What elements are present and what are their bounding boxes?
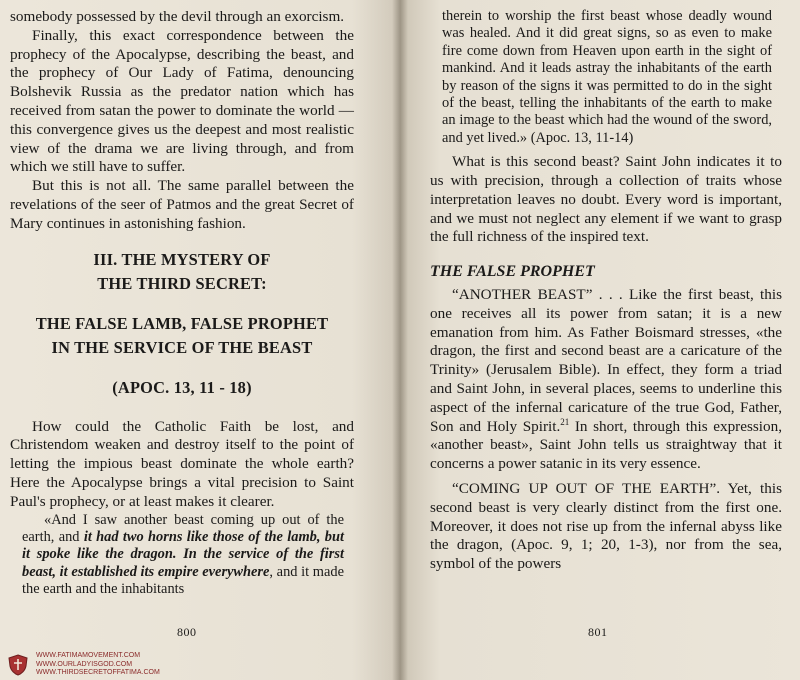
subheading-false-prophet: THE FALSE PROPHET (430, 263, 595, 281)
scripture-quote-continued: therein to worship the first beast whose deadly wound was healed. And it did great signs, so as even to make fire come down from Heaven upon earth in the sight of mankind. And it leads astray the inhabitants of the earth by reason of the signs it was permitted to do in the sight of the beast, telling the inhabitants of the earth to make an image to the beast which had the wound of the sword, and yet lived.» (Apoc. 13, 11-14) (442, 8, 772, 146)
shield-logo-icon (6, 653, 30, 677)
left-paragraph-4: How could the Catholic Faith be lost, and Christendom weaken and destroy itself to the point of letting the impious beast dominate the whole earth? Here the Apocalypse brings a vital precision to Saint Paul's prophecy, or at least makes it clearer. (10, 417, 354, 510)
left-paragraph-1: somebody possessed by the devil through an exorcism. (10, 8, 345, 25)
watermark-urls (36, 652, 160, 678)
page-number-right: 801 (588, 625, 608, 639)
right-paragraph-1: What is this second beast? Saint John indicates it to us with precision, through a collection of traits whose interpretation leaves no doubt. Every word is important, and we must not neglect any element if we want to grasp the full richness of the inspired text. (430, 153, 782, 246)
right-page-text (430, 8, 782, 574)
footnote-marker[interactable]: 21 (560, 416, 570, 427)
scripture-reference-heading: (APOC. 13, 11 - 18) (112, 377, 252, 397)
page-number-left: 800 (177, 625, 197, 639)
paragraph-text: “ANOTHER BEAST” . . . Like the first beast, this one receives all its power from satan; it is a new emanation from him. As Father Boismard stresses, «the dragon, the first and second beast are a caricature of the Trinity» (Jerusalem Bible). In effect, they form a triad and Saint John, in several places, seems to underline this aspect of the infernal caricature of the true God, Father, Son and Holy Spirit. (430, 286, 782, 435)
watermark-url[interactable]: WWW.OURLADYISGOD.COM (36, 660, 133, 668)
paragraph-text: In short, through this expression, «another beast», Saint John tells us straightway that it concerns a power satanic in its very essence. (430, 417, 783, 473)
watermark-url[interactable]: WWW.FATIMAMOVEMENT.COM (36, 652, 141, 660)
section-heading-mystery (10, 248, 354, 296)
left-page-text (10, 8, 354, 599)
book-gutter (392, 0, 408, 680)
right-paragraph-2 (430, 286, 782, 474)
right-paragraph-3: “COMING UP OUT OF THE EARTH”. Yet, this second beast is very clearly distinct from the first one. Moreover, it does not rise up from the infernal abyss like the dragon, (Apoc. 9, 1; 20, 1-3), nor from the sea, symbol of the powers (430, 480, 782, 573)
quote-text: «And I saw another beast coming up out of the earth, and (22, 511, 344, 545)
left-paragraph-3: But this is not all. The same parallel between the revelations of the seer of Patmos and the great Secret of Mary continues in astonishing fashion. (10, 177, 354, 232)
right-page (400, 0, 800, 680)
heading-line: IN THE SERVICE OF THE BEAST (51, 337, 313, 357)
heading-line: THE FALSE LAMB, FALSE PROPHET (35, 313, 329, 333)
watermark-url[interactable]: WWW.THIRDSECRETOFFATIMA.COM (36, 669, 160, 677)
watermark (6, 650, 266, 680)
left-paragraph-2: Finally, this exact correspondence between the prophecy of the Apocalypse, describing the beast, and the prophecy of Our Lady of Fatima, denouncing Bolshevik Russia as the predator nation which has received from satan the power to dominate the world — this convergence gives us the deepest and most realistic view of the drama we are living through, and from which we still have to suffer. (10, 26, 354, 176)
quote-emphasis: it had two horns like those of the lamb, but it spoke like the dragon. In the service of the first beast, it established its empire everywhere (22, 528, 344, 580)
section-heading-false-lamb (10, 312, 354, 360)
heading-line: THE THIRD SECRET: (97, 273, 267, 293)
quote-text: , and it made the earth and the inhabitants (22, 563, 344, 598)
heading-line: III. THE MYSTERY OF (93, 249, 271, 269)
scripture-quote-start (10, 512, 354, 599)
